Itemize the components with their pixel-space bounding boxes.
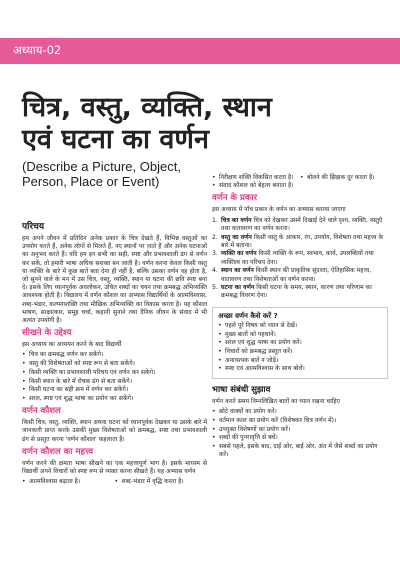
list-item: • पहले पूरे विषय को ध्यान से देखें।	[218, 322, 382, 330]
right-column	[212, 174, 388, 460]
subtitle-line-1: (Describe a Picture, Object,	[22, 159, 181, 174]
intro-text: हम अपने जीवन में प्रतिदिन अनेक प्रकार के चित्र देखते हैं, विभिन्न वस्तुओं का उपयोग करते हैं, अनेक लोगों से मिलते हैं, नए स्थानों पर जाते हैं और अनेक घटनाओं का अनुभव करते हैं। यदि हम इन सभी का सही, स्पष्ट और प्रभावशाली ढंग से वर्णन कर सकें, तो हमारी भाषा अधिक सशक्त बन जाती है। वर्णन करना केवल किसी वस्तु या व्यक्ति के बारे में कुछ बातें बता देना ही नहीं है, बल्कि उसका वर्णन वह होता है, जो सुनने वाले के मन में उस चित्र, वस्तु, व्यक्ति, स्थान या घटना की छवि स्पष्ट बना दे। इसके लिए ध्यानपूर्वक अवलोकन, उचित शब्दों का चयन तथा क्रमबद्ध अभिव्यक्ति आवश्यक होती है। विद्यालय में वर्णन कौशल का अभ्यास विद्यार्थियों के आत्मविश्वास, शब्द-भंडार, कल्पनाशक्ति तथा मौखिक अभिव्यक्ति का विकास करता है। यह कौशल भाषण, साक्षात्कार, समूह चर्चा, कहानी सुनाने तथा दैनिक जीवन के संवाद में भी अत्यंत उपयोगी है।	[22, 235, 207, 325]
list-item	[212, 217, 388, 233]
objectives-list	[22, 351, 207, 403]
intro-heading: परिचय	[22, 222, 45, 232]
title-line-2: एवं घटना का वर्णन	[22, 124, 209, 155]
language-list	[212, 408, 388, 459]
list-item: • किसी घटना का सही क्रम में वर्णन कर सकेंगे।	[22, 386, 207, 394]
list-item: • शब्द-भंडार में वृद्धि करता है।	[115, 478, 208, 486]
left-column	[22, 222, 207, 486]
type-term: स्थान का वर्णन	[221, 267, 254, 275]
objectives-heading: सीखने के उद्देश्य	[22, 328, 72, 339]
list-item: • चित्र का क्रमबद्ध वर्णन कर सकेंगे।	[22, 351, 207, 359]
types-lead: इस अध्याय में पाँच प्रकार के वर्णन का अभ्यास कराया जाएगा	[212, 206, 346, 214]
list-item: • बोलने की झिझक दूर करता है।	[300, 174, 388, 182]
importance-text: वर्णन करने की क्षमता भाषा सीखने का एक महत्त्वपूर्ण भाग है। इसके माध्यम से विद्यार्थी अपने विचारों को स्पष्ट रूप से व्यक्त करना सीखते हैं। यह अभ्यास वर्णन	[22, 459, 207, 475]
list-item	[212, 234, 388, 250]
list-item	[212, 267, 388, 283]
importance-heading: वर्णन कौशल का महत्त्व	[22, 446, 94, 457]
list-item	[212, 250, 388, 266]
skill-heading: वर्णन कौशल	[22, 406, 61, 417]
importance-row-continued	[212, 174, 388, 182]
box-title: अच्छा वर्णन कैसे करें ?	[218, 311, 278, 320]
chapter-header-band	[0, 38, 400, 64]
list-item: • विचारों को क्रमबद्ध प्रस्तुत करें।	[218, 348, 382, 356]
type-term: वस्तु का वर्णन	[221, 233, 252, 241]
list-item: • निरीक्षण शक्ति विकसित करता है।	[212, 174, 300, 182]
list-item	[212, 284, 388, 300]
page-subtitle	[22, 160, 181, 189]
list-item: • वर्तमान काल का प्रयोग करें (विशेषकर चित्र वर्णन में)।	[212, 417, 388, 425]
list-item: • छोटे वाक्यों का प्रयोग करें।	[212, 408, 388, 416]
list-item: • सरल, स्पष्ट एवं शुद्ध भाषा का प्रयोग कर सकेंगे।	[22, 395, 207, 403]
list-item: • मुख्य बातों को पहचानें।	[218, 331, 382, 339]
chapter-label: अध्याय-02	[13, 43, 62, 57]
skill-text: किसी चित्र, वस्तु, व्यक्ति, स्थान अथवा घटना को ध्यानपूर्वक देखकर या उसके बारे में जानकारी प्राप्त करके उसकी मुख्य विशेषताओं को क्रमबद्ध, स्पष्ट तथा प्रभावशाली ढंग से प्रस्तुत करना 'वर्णन कौशल' कहलाता है।	[22, 419, 207, 443]
type-desc: चित्र को देखकर उसमें दिखाई देने वाले दृश्य, व्यक्ति, वस्तुएँ तथा वातावरण का वर्णन करना।	[221, 216, 383, 232]
importance-list-continued	[212, 182, 388, 190]
list-item: • संवाद कौशल को बेहतर बनाता है।	[212, 182, 388, 190]
types-heading: वर्णन के प्रकार	[212, 193, 258, 204]
good-description-box	[212, 307, 388, 379]
list-item: • सबसे पहले, इसके बाद, दाईं ओर, बाईं ओर, अंत में जैसे शब्दों का प्रयोग करें।	[212, 443, 388, 459]
language-lead: वर्णन करते समय निम्नलिखित बातों का ध्यान रखना चाहिए	[212, 398, 340, 406]
list-item: • शब्दों की पुनरावृत्ति से बचें।	[212, 434, 388, 442]
objectives-lead: इस अध्याय का अध्ययन करने के बाद विद्यार्थी	[22, 341, 122, 349]
title-line-1: चित्र, वस्तु, व्यक्ति, स्थान	[22, 92, 272, 123]
type-term: व्यक्ति का वर्णन	[221, 250, 257, 258]
importance-row	[22, 478, 207, 486]
list-item: • उपयुक्त विशेषणों का प्रयोग करें।	[212, 426, 388, 434]
type-desc: किसी वस्तु के आकार, रंग, उपयोग, विशेषता तथा महत्त्व के बारे में बताना।	[221, 233, 384, 249]
page-title	[22, 92, 272, 156]
list-item: • अनावश्यक बातें न जोड़ें।	[218, 357, 382, 365]
type-term: घटना का वर्णन	[221, 284, 255, 292]
type-desc: किसी स्थान की प्राकृतिक सुंदरता, ऐतिहासिक महत्त्व, वातावरण तथा विशेषताओं का वर्णन करना।	[221, 267, 372, 283]
box-list	[218, 322, 382, 374]
list-item: • आत्मविश्वास बढ़ाता है।	[22, 478, 115, 486]
types-list	[212, 217, 388, 301]
subtitle-line-2: Person, Place or Event)	[22, 173, 160, 189]
list-item: • सरल एवं शुद्ध भाषा का प्रयोग करें।	[218, 339, 382, 347]
list-item: • वस्तु की विशेषताओं को स्पष्ट रूप से बता सकेंगे।	[22, 360, 207, 368]
language-heading: भाषा संबंधी सुझाव	[212, 385, 271, 396]
type-desc: किसी व्यक्ति के रूप, स्वभाव, कार्य, उपलब्धियों तथा व्यक्तित्व का परिचय देना।	[221, 250, 374, 266]
list-item: • किसी व्यक्ति का प्रभावशाली परिचय एवं वर्णन कर सकेंगे।	[22, 369, 207, 377]
list-item: • किसी स्थान के बारे में रोचक ढंग से बता सकेंगे।	[22, 378, 207, 386]
list-item: • स्पष्ट एवं आत्मविश्वास के साथ बोलें।	[218, 365, 382, 373]
type-desc: किसी घटना के समय, स्थान, कारण तथा परिणाम का क्रमबद्ध विवरण देना।	[221, 284, 372, 300]
type-term: चित्र का वर्णन	[221, 216, 252, 224]
